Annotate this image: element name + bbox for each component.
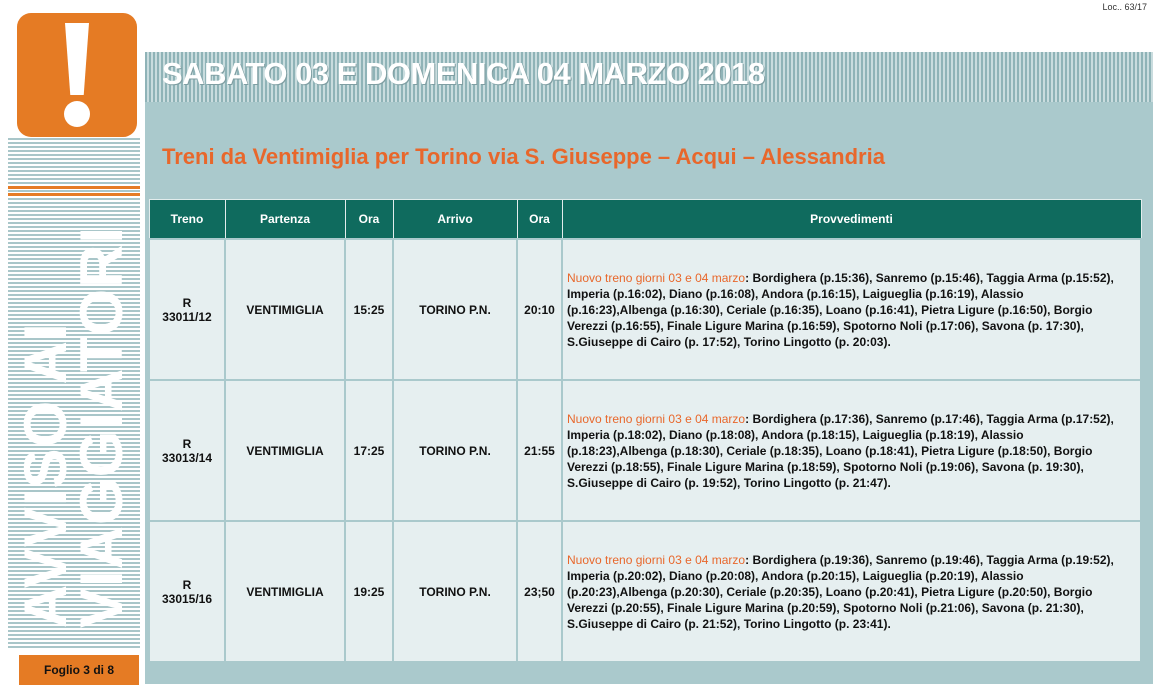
cell-partenza: VENTIMIGLIA [225,239,345,380]
cell-partenza: VENTIMIGLIA [225,521,345,662]
table-header-row [149,200,1141,240]
side-banner [8,204,140,650]
stops-list: : Bordighera (p.19:36), Sanremo (p.19:46), Taggia Arma (p.19:52), Imperia (p.20:02), Diano (p.20:08), Andora (p.20:15), Laigueglia (p.20:19), Alassio (p.20:23),Albenga (p.20:30), Ceriale (p.20:35), Loano (p.20:41), Pietra Ligure (p.20:50), Borgio Verezzi (p.20:55), Finale Ligure Marina (p.20:59), Spotorno Noli (p.21:06), Savona (p. 21:30), S.Giuseppe di Cairo (p. 21:52), Torino Lingotto (p. 23:41). [567,552,1114,631]
document-reference: Loc.. 63/17 [1102,2,1147,12]
cell-ora-partenza: 19:25 [345,521,393,662]
side-banner-line-2: VIAGGIATORI [68,225,135,629]
train-number: 33013/14 [161,450,213,465]
table-row [149,239,1141,380]
cell-ora-partenza: 15:25 [345,239,393,380]
cell-treno [149,380,225,521]
new-train-note: Nuovo treno giorni 03 e 04 marzo [567,552,746,567]
schedule-table [148,199,1142,663]
header-ora-arrivo: Ora [517,200,562,240]
exclamation-icon [17,13,137,137]
header-ora-partenza: Ora [345,200,393,240]
table-row [149,521,1141,662]
page-subtitle: Treni da Ventimiglia per Torino via S. Giuseppe – Acqui – Alessandria [162,144,885,169]
cell-provvedimenti [562,239,1141,380]
exclamation-bar [65,23,89,95]
header-partenza: Partenza [225,200,345,240]
cell-treno [149,521,225,662]
header-treno: Treno [149,200,225,240]
cell-ora-arrivo: 21:55 [517,380,562,521]
cell-ora-partenza: 17:25 [345,380,393,521]
train-number: 33015/16 [161,591,213,606]
train-number: 33011/12 [162,309,212,324]
side-rule-bottom [8,193,140,196]
cell-ora-arrivo: 23;50 [517,521,562,662]
table-row [149,380,1141,521]
cell-partenza: VENTIMIGLIA [225,380,345,521]
new-train-note: Nuovo treno giorni 03 e 04 marzo [567,270,746,285]
side-banner-line-1: AVVISO AI [12,322,79,629]
cell-treno [149,239,225,380]
stops-list: : Bordighera (p.15:36), Sanremo (p.15:46), Taggia Arma (p.15:52), Imperia (p.16:02), Diano (p.16:08), Andora (p.16:15), Laigueglia (p.16:19), Alassio (p.16:23),Albenga (p.16:30), Ceriale (p.16:35), Loano (p.16:41), Pietra Ligure (p.16:50), Borgio Verezzi (p.16:55), Finale Ligure Marina (p.16:59), Spotorno Noli (p.17:06), Savona (p. 17:30), S.Giuseppe di Cairo (p. 17:52), Torino Lingotto (p. 20:03). [567,270,1114,349]
header-provvedimenti: Provvedimenti [562,200,1141,240]
page-indicator: Foglio 3 di 8 [19,655,139,685]
exclamation-dot [64,101,90,127]
cell-provvedimenti [562,521,1141,662]
side-banner-text [12,225,135,629]
header-arrivo: Arrivo [393,200,517,240]
cell-arrivo: TORINO P.N. [393,239,517,380]
side-rule-top [8,186,140,189]
cell-ora-arrivo: 20:10 [517,239,562,380]
stops-list: : Bordighera (p.17:36), Sanremo (p.17:46), Taggia Arma (p.17:52), Imperia (p.18:02), Diano (p.18:08), Andora (p.18:15), Laigueglia (p.18:19), Alassio (p.18:23),Albenga (p.18:30), Ceriale (p.18:35), Loano (p.18:41), Pietra Ligure (p.18:50), Borgio Verezzi (p.18:55), Finale Ligure Marina (p.18:59), Spotorno Noli (p.19:06), Savona (p. 19:30), S.Giuseppe di Cairo (p. 19:52), Torino Lingotto (p. 21:47). [567,411,1114,490]
train-type: R [182,295,192,310]
train-type: R [182,577,192,592]
page-title: SABATO 03 E DOMENICA 04 MARZO 2018 [162,56,765,91]
cell-arrivo: TORINO P.N. [393,521,517,662]
cell-arrivo: TORINO P.N. [393,380,517,521]
new-train-note: Nuovo treno giorni 03 e 04 marzo [567,411,746,426]
train-type: R [182,436,192,451]
cell-provvedimenti [562,380,1141,521]
